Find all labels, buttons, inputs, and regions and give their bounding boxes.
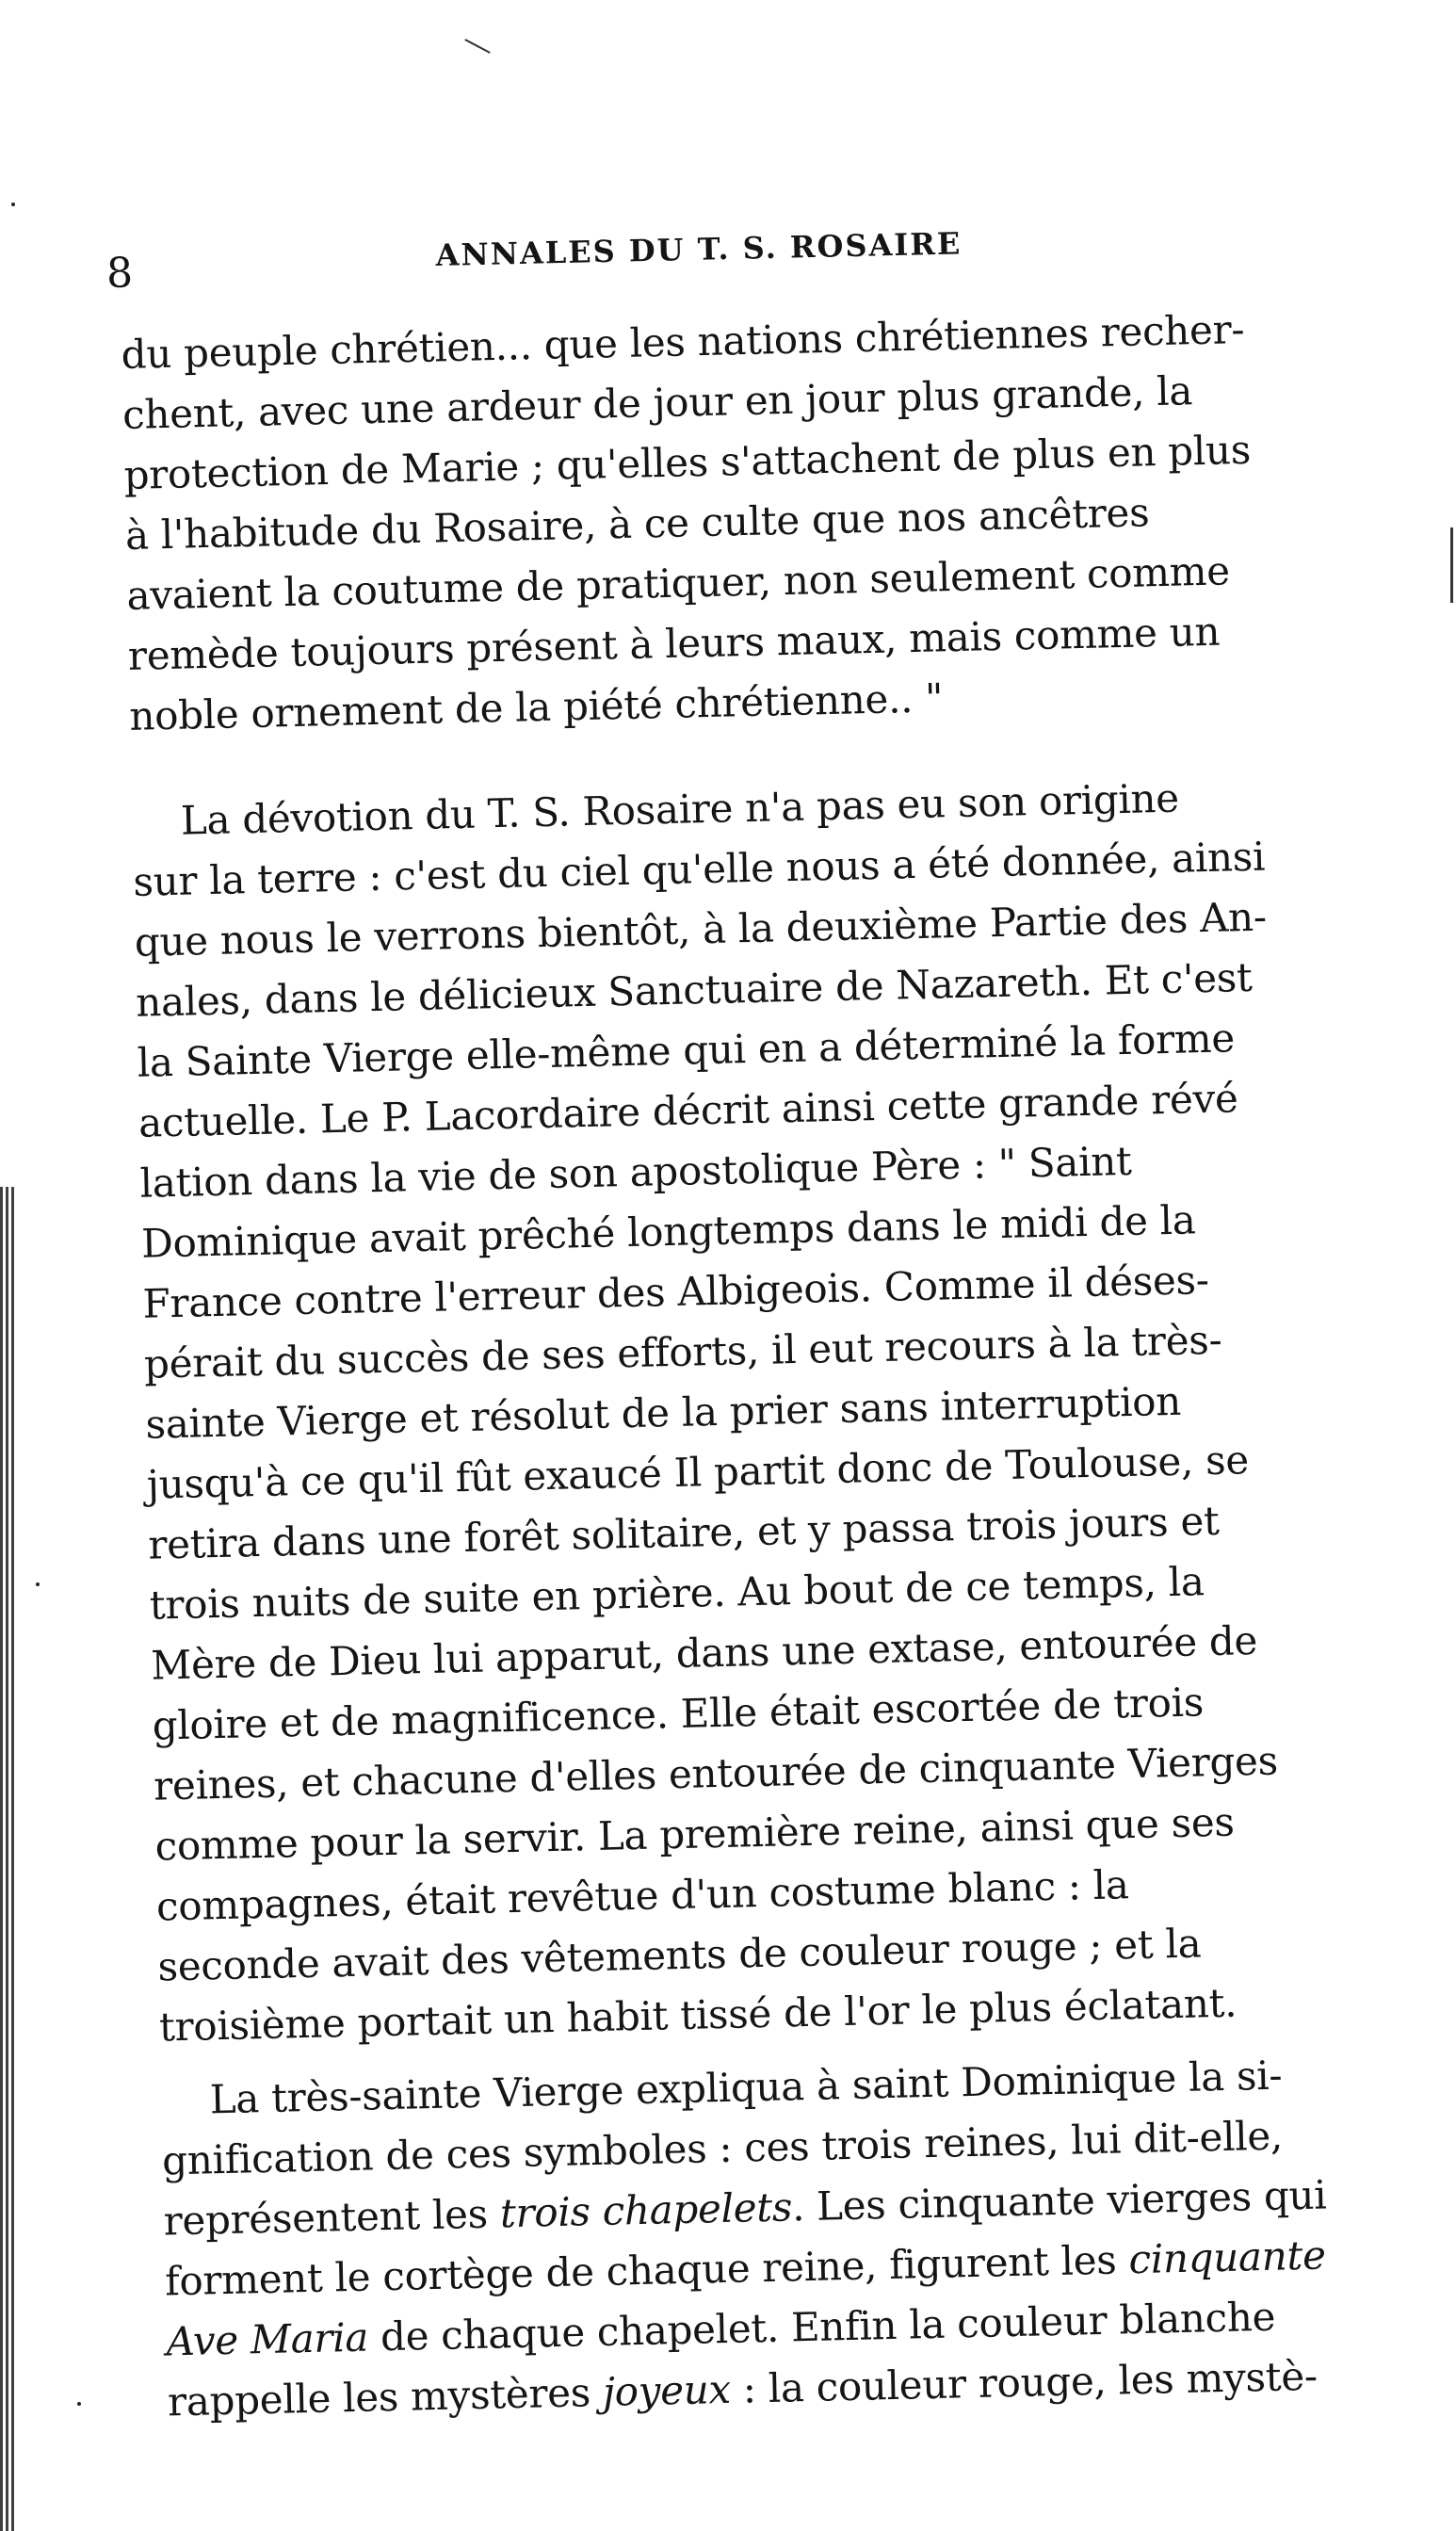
text-run: représentent les [163,2190,501,2245]
text-line: compagnes, était revêtue d'un costume blanc : la [155,1861,1130,1930]
italic-text-run: trois chapelets [499,2183,793,2237]
text-line: que nous le verrons bientôt, à la deuxième Partie des An- [134,893,1268,965]
text-line: à l'habitude du Rosaire, à ce culte que nos ancêtres [124,489,1150,559]
text-line: protection de Marie ; qu'elles s'attachent de plus en plus [123,426,1252,498]
italic-text-run: Ave Maria [166,2313,369,2365]
binding-gutter [0,1187,17,2531]
text-line: pérait du succès de ses efforts, il eut recours à la très- [143,1316,1222,1387]
text-run: rappelle les mystères [167,2368,604,2426]
text-line: troisième portait un habit tissé de l'or le plus éclatant. [158,1979,1238,2051]
page-header [105,210,1002,306]
text-line: lation dans la vie de son apostolique Père : " Saint [139,1137,1133,1207]
text-line: actuelle. Le P. Lacordaire décrit ainsi cette grande révé [138,1075,1239,1146]
text-line: la Sainte Vierge elle-même qui en a déterminé la forme [137,1014,1236,1086]
scan-artifact-edge [1450,527,1453,603]
text-line: seconde avait des vêtements de couleur rouge ; et la [156,1920,1202,1990]
italic-text-run: joyeux [602,2365,732,2415]
text-line: Dominique avait prêché longtemps dans le midi de la [140,1196,1197,1267]
text-line: avaient la coutume de pratiquer, non seulement comme [125,547,1231,619]
italic-text-run: cinquante [1127,2231,1327,2283]
text-line: sainte Vierge et résolut de la prier sans interruption [144,1377,1182,1448]
text-line: Mère de Dieu lui apparut, dans une extase, entourée de [150,1616,1258,1689]
running-title: ANNALES DU T. S. ROSAIRE [435,225,963,274]
scan-artifact-mark [464,39,490,54]
text-line: sur la terre : c'est du ciel qu'elle nous a été donnée, ainsi [132,833,1266,905]
paragraph-start-line: La dévotion du T. S. Rosaire n'a pas eu son origine [180,774,1180,844]
scan-speck [77,2402,81,2406]
text-run: forment le cortège de chaque reine, figurent les [164,2236,1130,2305]
text-line: du peuple chrétien... que les nations chrétiennes recher- [121,305,1245,378]
text-line: trois nuits de suite en prière. Au bout de ce temps, la [149,1558,1205,1629]
scan-speck [36,1582,40,1586]
text-line: chent, avec une ardeur de jour en jour plus grande, la [121,367,1193,438]
text-line: jusqu'à ce qu'il fût exaucé Il partit donc de Toulouse, se [146,1436,1250,1508]
text-line: remède toujours présent à leurs maux, mais comme un [127,608,1221,679]
scan-speck [11,203,15,206]
body-text [121,295,1456,2432]
text-line: comme pour la servir. La première reine, ainsi que ses [154,1798,1236,1870]
text-line: reines, et chacune d'elles entourée de cinquante Vierges [153,1737,1279,1809]
text-run: . Les cinquante vierges qui [791,2171,1327,2231]
text-line: France contre l'erreur des Albigeois. Comme il déses- [142,1257,1210,1327]
text-line: nales, dans le délicieux Sanctuaire de Nazareth. Et c'est [135,953,1254,1026]
text-run: de chaque chapelet. Enfin la couleur blanche [367,2293,1276,2361]
page-number: 8 [105,249,134,298]
text-run: : la couleur rouge, les mystè- [730,2352,1318,2412]
text-line: retira dans une forêt solitaire, et y passa trois jours et [147,1497,1221,1568]
text-line: gnification de ces symboles : ces trois reines, lui dit-elle, [161,2112,1284,2184]
text-line: noble ornement de la piété chrétienne.. " [128,674,944,739]
text-line: gloire et de magnificence. Elle était escortée de trois [152,1679,1205,1749]
paragraph-start-line: La très-sainte Vierge expliqua à saint Dominique la si- [209,2052,1283,2123]
